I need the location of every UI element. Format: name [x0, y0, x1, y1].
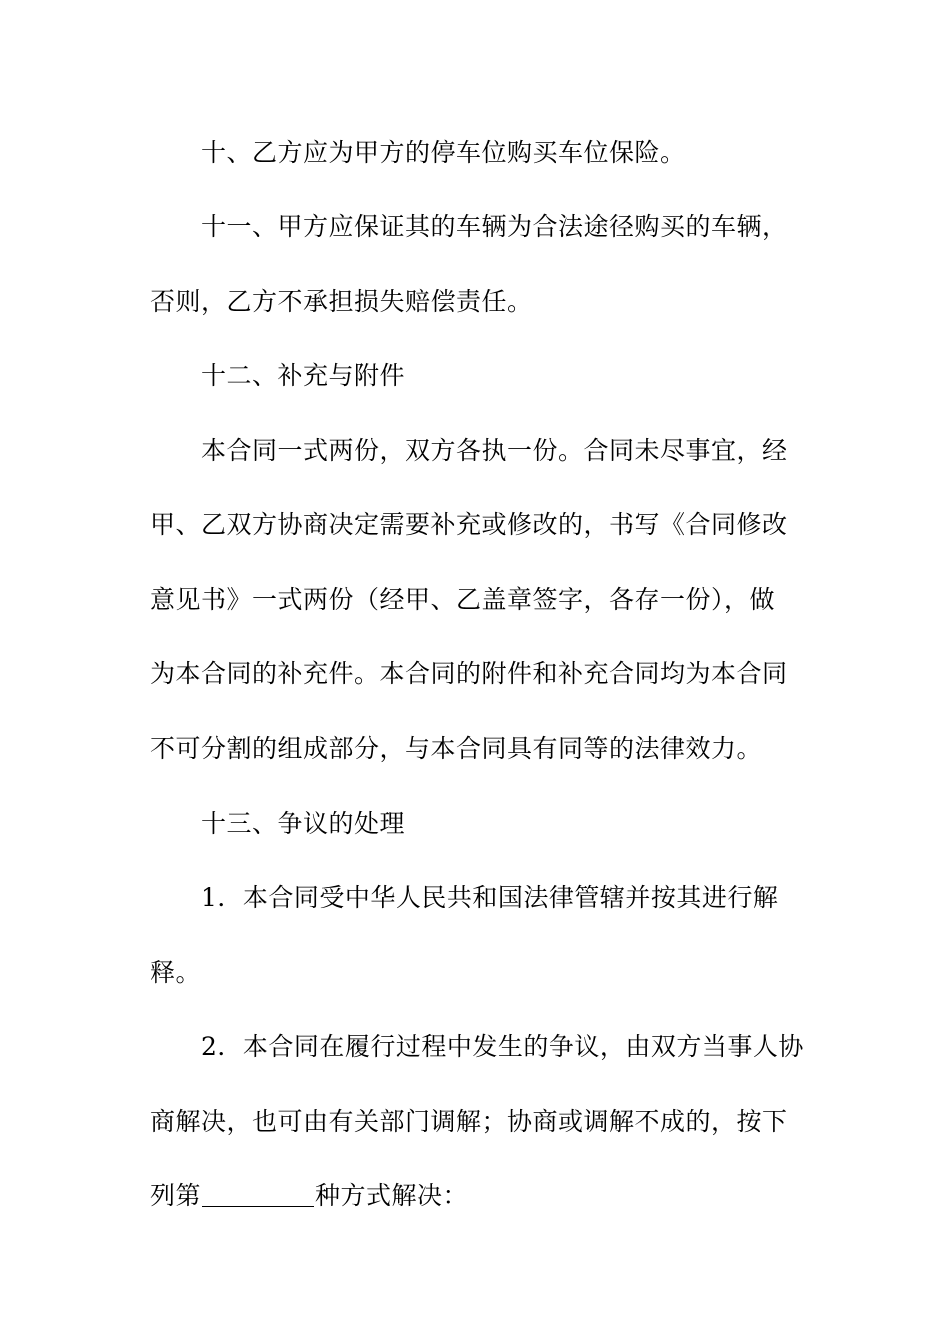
- clause-13-item-1-line-1: 1．本合同受中华人民共和国法律管辖并按其进行解: [201, 883, 779, 912]
- last-line-prefix: 列第: [150, 1181, 202, 1210]
- clause-13-item-2-line-2: 商解决，也可由有关部门调解；协商或调解不成的，按下: [150, 1107, 788, 1136]
- clause-13-item-2-line-3: [150, 1176, 810, 1216]
- clause-11-line-1: 十一、甲方应保证其的车辆为合法途径购买的车辆，: [201, 212, 788, 241]
- clause-12-line-1: 本合同一式两份，双方各执一份。合同未尽事宜，经: [201, 436, 788, 465]
- clause-12-line-5: 不可分割的组成部分，与本合同具有同等的法律效力。: [150, 734, 763, 763]
- clause-13-item-1-line-2: 释。: [150, 958, 202, 987]
- clause-13-item-2-line-1: 2．本合同在履行过程中发生的争议，由双方当事人协: [201, 1032, 804, 1061]
- fill-in-blank: [202, 1180, 314, 1207]
- clause-12-line-4: 为本合同的补充件。本合同的附件和补充合同均为本合同: [150, 659, 788, 688]
- clause-12-line-2: 甲、乙双方协商决定需要补充或修改的，书写《合同修改: [150, 510, 788, 539]
- clause-13-heading: 十三、争议的处理: [201, 809, 406, 838]
- clause-10: 十、乙方应为甲方的停车位购买车位保险。: [201, 138, 686, 167]
- clause-12-line-3: 意见书》一式两份（经甲、乙盖章签字，各存一份），做: [150, 585, 776, 614]
- clause-12-heading: 十二、补充与附件: [201, 361, 406, 390]
- clause-11-line-2: 否则，乙方不承担损失赔偿责任。: [150, 287, 533, 316]
- last-line-suffix: 种方式解决：: [315, 1181, 469, 1210]
